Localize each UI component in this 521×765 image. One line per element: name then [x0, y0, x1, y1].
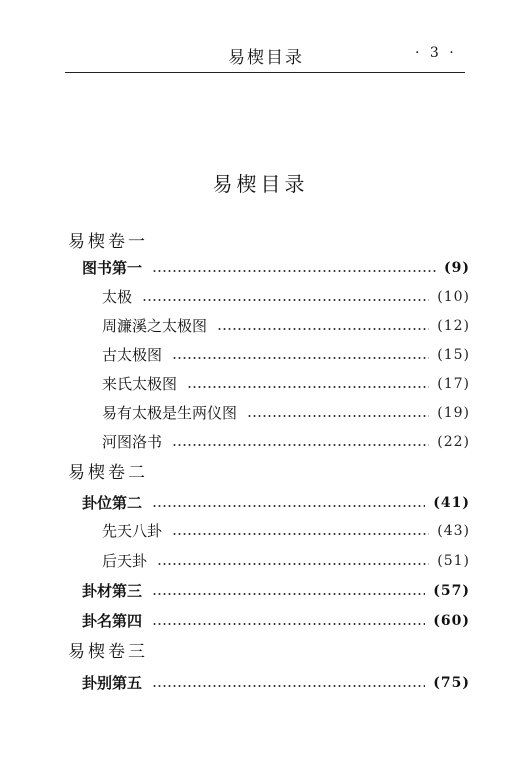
volume-heading: 易楔卷一: [68, 232, 148, 252]
entry-title: 太极: [102, 288, 133, 306]
entry-title: 来氏太极图: [102, 375, 178, 393]
toc-entry[interactable]: [82, 580, 470, 602]
entry-title: 先天八卦: [102, 522, 163, 540]
entry-page: (75): [433, 675, 470, 691]
entry-page: (10): [437, 289, 470, 305]
entry-page: (12): [437, 318, 470, 334]
dot-leader: [142, 299, 429, 301]
dot-leader: [187, 386, 429, 388]
running-header: [0, 43, 521, 67]
toc-entry[interactable]: [82, 492, 470, 514]
toc-entry[interactable]: [102, 550, 470, 572]
toc-entry[interactable]: [82, 672, 470, 694]
dot-leader: [172, 357, 429, 359]
toc-entry[interactable]: [102, 373, 470, 395]
dot-leader: [172, 444, 429, 446]
entry-page: (57): [433, 583, 470, 599]
volume-heading: 易楔卷三: [68, 642, 148, 662]
dot-leader: [152, 505, 425, 507]
entry-title: 后天卦: [102, 552, 148, 570]
entry-page: (19): [437, 405, 470, 421]
entry-title: 古太极图: [102, 346, 163, 364]
running-title: 易楔目录: [228, 48, 304, 68]
dot-leader: [247, 415, 429, 417]
entry-title: 易有太极是生两仪图: [102, 404, 238, 422]
entry-page: (22): [437, 434, 470, 450]
entry-page: (51): [437, 553, 470, 569]
dot-leader: [152, 593, 425, 595]
entry-title: 图书第一: [82, 259, 143, 277]
entry-page: (43): [437, 523, 470, 539]
entry-page: (17): [437, 376, 470, 392]
toc-entry[interactable]: [82, 257, 470, 279]
toc-entry[interactable]: [102, 520, 470, 542]
dot-leader: [152, 685, 425, 687]
entry-page: (15): [437, 347, 470, 363]
dot-leader: [217, 328, 429, 330]
entry-page: (60): [433, 613, 470, 629]
toc-entry[interactable]: [82, 610, 470, 632]
toc-entry[interactable]: [102, 402, 470, 424]
toc-entry[interactable]: [102, 286, 470, 308]
toc-entry[interactable]: [102, 315, 470, 337]
page-number: · 3 ·: [415, 45, 457, 61]
dot-leader: [152, 270, 436, 272]
header-rule: [65, 72, 465, 73]
entry-title: 周濂溪之太极图: [102, 317, 208, 335]
entry-title: 卦别第五: [82, 674, 143, 692]
entry-page: (41): [433, 495, 470, 511]
entry-title: 卦材第三: [82, 582, 143, 600]
dot-leader: [152, 623, 425, 625]
dot-leader: [172, 533, 429, 535]
entry-title: 卦名第四: [82, 612, 143, 630]
entry-title: 河图洛书: [102, 433, 163, 451]
entry-title: 卦位第二: [82, 494, 143, 512]
toc-title: 易楔目录: [212, 172, 309, 196]
toc-entry[interactable]: [102, 344, 470, 366]
toc-entry[interactable]: [102, 431, 470, 453]
volume-heading: 易楔卷二: [68, 463, 148, 483]
entry-page: (9): [444, 260, 470, 276]
dot-leader: [157, 563, 429, 565]
